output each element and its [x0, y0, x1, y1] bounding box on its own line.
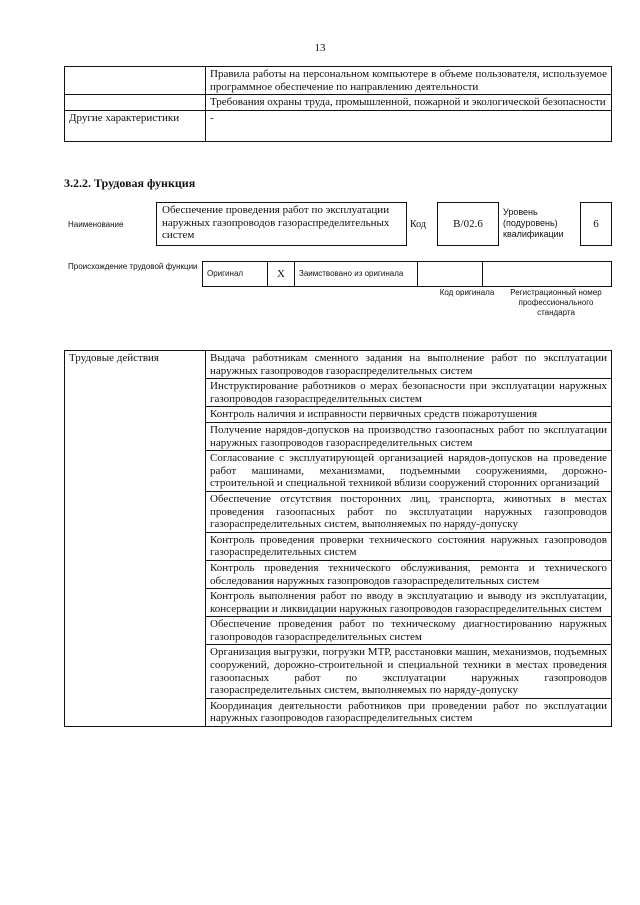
labor-action-item: Контроль проведения технического обслуживания, ремонта и технического обследования наружных газопроводов газораспределительных систем	[206, 560, 612, 588]
code-label: Код	[410, 219, 426, 230]
requirements-table	[64, 66, 612, 142]
table-row	[203, 262, 612, 287]
row-label	[65, 67, 206, 95]
labor-action-item: Организация выгрузки, погрузки МТР, расстановки машин, механизмов, подъемных сооружений, дорожно-строительной и специальной техники в местах проведения газоопасных работ по эксплуатации наружных газопроводов газораспределительных систем, выполняемых по наряду-допуску	[206, 645, 612, 698]
original-mark: X	[268, 262, 295, 287]
labor-action-item: Контроль проведения проверки технического состояния наружных газопроводов газораспределительных систем	[206, 532, 612, 560]
row-text: -	[206, 110, 612, 141]
origin-label: Происхождение трудовой функции	[68, 262, 198, 271]
labor-action-item: Обеспечение отсутствия посторонних лиц, транспорта, животных в местах проведения газоопасных работ по эксплуатации наружных газопроводов газораспределительных систем, выполняемых по наряду-допуску	[206, 491, 612, 532]
row-label	[65, 95, 206, 111]
reg-number-cell	[483, 262, 612, 287]
function-name-value: Обеспечение проведения работ по эксплуатации наружных газопроводов газораспределительных систем	[156, 202, 407, 246]
page-number: 13	[314, 42, 326, 54]
section-heading: 3.2.2. Трудовая функция	[64, 176, 196, 190]
labor-action-item: Контроль выполнения работ по вводу в эксплуатацию и выводу из эксплуатации, консервации и ликвидации наружных газопроводов газораспределительных систем	[206, 589, 612, 617]
labor-action-item: Координация деятельности работников при проведении работ по эксплуатации наружных газопроводов газораспределительных систем	[206, 698, 612, 726]
labor-action-item: Выдача работникам сменного задания на выполнение работ по эксплуатации наружных газопроводов газораспределительных систем	[206, 351, 612, 379]
table-row	[65, 110, 612, 141]
name-label: Наименование	[68, 220, 124, 229]
level-value: 6	[580, 202, 612, 246]
row-text: Правила работы на персональном компьютере в объеме пользователя, используемое программное обеспечение по направлению деятельности	[206, 67, 612, 95]
row-label: Другие характеристики	[65, 110, 206, 141]
original-code-cell	[418, 262, 483, 287]
labor-actions-table	[64, 350, 612, 727]
original-code-caption: Код оригинала	[439, 288, 495, 297]
borrowed-label: Заимствовано из оригинала	[295, 262, 418, 287]
table-row	[65, 95, 612, 111]
row-text: Требования охраны труда, промышленной, пожарной и экологической безопасности	[206, 95, 612, 111]
labor-action-item: Согласование с эксплуатирующей организацией нарядов-допусков на проведение работ машинами, механизмами, подъемными сооружениями, дорожно-строительной и специальной техникой вблизи сооружений сторонних организаций	[206, 451, 612, 492]
labor-action-item: Получение нарядов-допусков на производство газоопасных работ по эксплуатации наружных газопроводов газораспределительных систем	[206, 422, 612, 450]
level-label: Уровень (подуровень) квалификации	[503, 207, 564, 239]
reg-number-caption: Регистрационный номер профессионального стандарта	[510, 288, 602, 317]
labor-actions-label: Трудовые действия	[65, 351, 206, 727]
labor-action-item: Контроль наличия и исправности первичных средств пожаротушения	[206, 407, 612, 423]
labor-action-item: Обеспечение проведения работ по техническому диагностированию наружных газопроводов газораспределительных систем	[206, 617, 612, 645]
function-code-value: B/02.6	[437, 202, 499, 246]
table-row	[65, 351, 612, 379]
labor-action-item: Инструктирование работников о мерах безопасности при эксплуатации наружных газопроводов газораспределительных систем	[206, 379, 612, 407]
origin-table	[202, 261, 612, 287]
original-label: Оригинал	[203, 262, 268, 287]
table-row	[65, 67, 612, 95]
